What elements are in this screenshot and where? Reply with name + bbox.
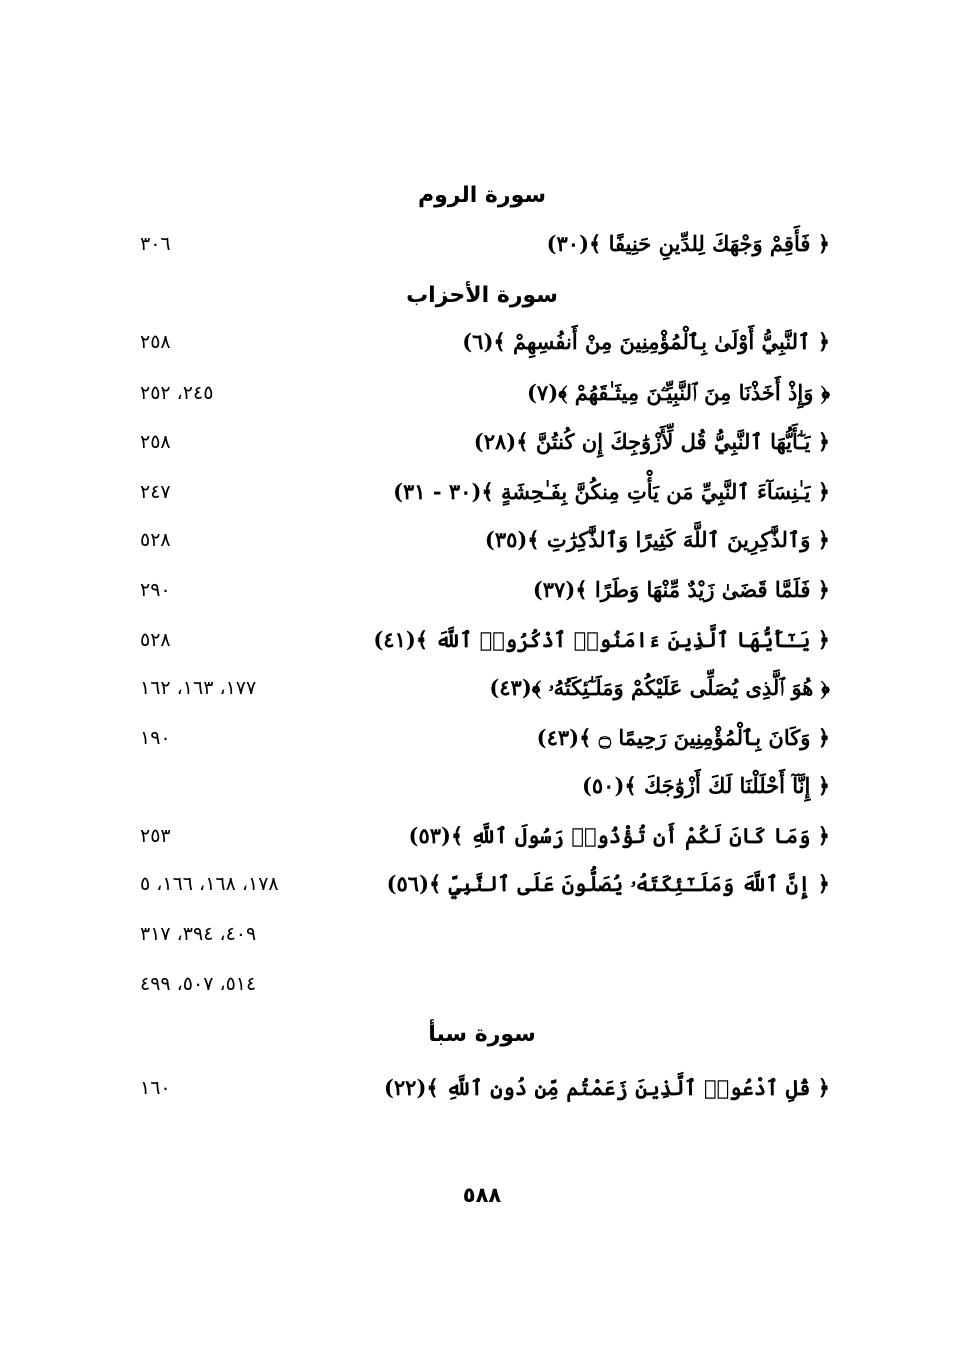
page-references: ١٩٠ [140,727,171,749]
page-references: ١٦٠ [140,1077,171,1099]
verse-text: ﴿ وَإِذْ أَخَذْنَا مِنَ ٱلنَّبِيِّـۧنَ مِيثَـٰقَهُمْ ﴾(٧) [526,380,830,405]
index-row [0,914,964,954]
page-references: ١٧٨، ١٦٨، ١٦٦، ٥ [140,873,279,895]
index-row [0,373,964,413]
page-references: ٢٥٣ [140,825,171,847]
page-number: ٥٨٨ [462,1183,502,1207]
page-references: ٢٥٨ [140,331,171,353]
index-row [0,964,964,1004]
index-row [0,570,964,610]
verse-text: ﴿ فَلَمَّا قَضَىٰ زَيْدٌ مِّنْهَا وَطَرًا ﴾(٣٧) [532,577,830,602]
verse-text: ﴿ ٱلنَّبِيُّ أَوْلَىٰ بِٱلْمُؤْمِنِينَ مِنْ أَنفُسِهِمْ ﴾(٦) [462,329,830,354]
page-references: ٣٠٦ [140,233,171,255]
index-row [0,864,964,904]
page-references: ٢٥٨ [140,431,171,453]
index-row [0,718,964,758]
verse-text: ﴿ يَـٰٓأَيُّهَا ٱلنَّبِيُّ قُل لِّأَزْوَٰجِكَ إِن كُنتُنَّ ﴾(٢٨) [473,429,830,454]
page-references: ٥٢٨ [140,529,171,551]
verse-text: ﴿ إِنَّ ٱللَّهَ وَمَلَـٰٓئِكَتَهُۥ يُصَلُّونَ عَلَى ٱلنَّبِيِّ ﴾(٥٦) [386,871,830,896]
index-row [0,620,964,660]
index-row [0,816,964,856]
index-row [0,322,964,362]
index-row [0,668,964,708]
surah-heading-rum: سورة الروم [417,183,547,208]
surah-heading-ahzab: سورة الأحزاب [406,283,558,308]
verse-text: ﴿ فَأَقِمْ وَجْهَكَ لِلدِّينِ حَنِيفًا ﴾(٣٠) [546,231,830,256]
verse-text: ﴿ يَـٰٓأَيُّهَا ٱلَّذِينَ ءَامَنُوا۟ ٱذْكُرُوا۟ ٱللَّهَ ﴾(٤١) [373,627,830,652]
surah-heading-saba: سورة سبأ [428,1022,536,1047]
page-references: ٥٢٨ [140,629,171,651]
verse-text: ﴿ هُوَ ٱلَّذِى يُصَلِّى عَلَيْكُمْ وَمَلَـٰٓئِكَتُهُۥ ﴾(٤٣) [489,675,830,700]
page-references: ٢٤٧ [140,481,171,503]
index-row [0,1068,964,1108]
page-references: ٢٤٥، ٢٥٢ [140,382,214,404]
verse-text: ﴿ قُلِ ٱدْعُوا۟ ٱلَّذِينَ زَعَمْتُم مِّن دُونِ ٱللَّهِ ﴾(٢٢) [383,1075,830,1100]
index-row [0,520,964,560]
verse-text: ﴿ يَـٰنِسَآءَ ٱلنَّبِيِّ مَن يَأْتِ مِنكُنَّ بِفَـٰحِشَةٍ ﴾(٣٠ - ٣١) [393,479,830,504]
page-references: ٥١٤، ٥٠٧، ٤٩٩ [140,973,257,995]
index-row [0,422,964,462]
index-row [0,766,964,806]
verse-text: ﴿ وَمَا كَانَ لَكُمْ أَن تُؤْذُوا۟ رَسُولَ ٱللَّهِ ﴾(٥٣) [408,823,830,848]
page-references: ٤٠٩، ٣٩٤، ٣١٧ [140,923,257,945]
index-row [0,224,964,264]
verse-text: ﴿ وَكَانَ بِٱلْمُؤْمِنِينَ رَحِيمًا ۝ ﴾(٤٣) [536,725,830,750]
verse-text: ﴿ وَٱلذَّٰكِرِينَ ٱللَّهَ كَثِيرًا وَٱلذَّٰكِرَٰتِ ﴾(٣٥) [484,527,830,552]
index-row [0,472,964,512]
page-references: ١٧٧، ١٦٣، ١٦٢ [140,677,257,699]
verse-text: ﴿ إِنَّآ أَحْلَلْنَا لَكَ أَزْوَٰجَكَ ﴾(٥٠) [581,773,830,798]
page-references: ٢٩٠ [140,579,171,601]
